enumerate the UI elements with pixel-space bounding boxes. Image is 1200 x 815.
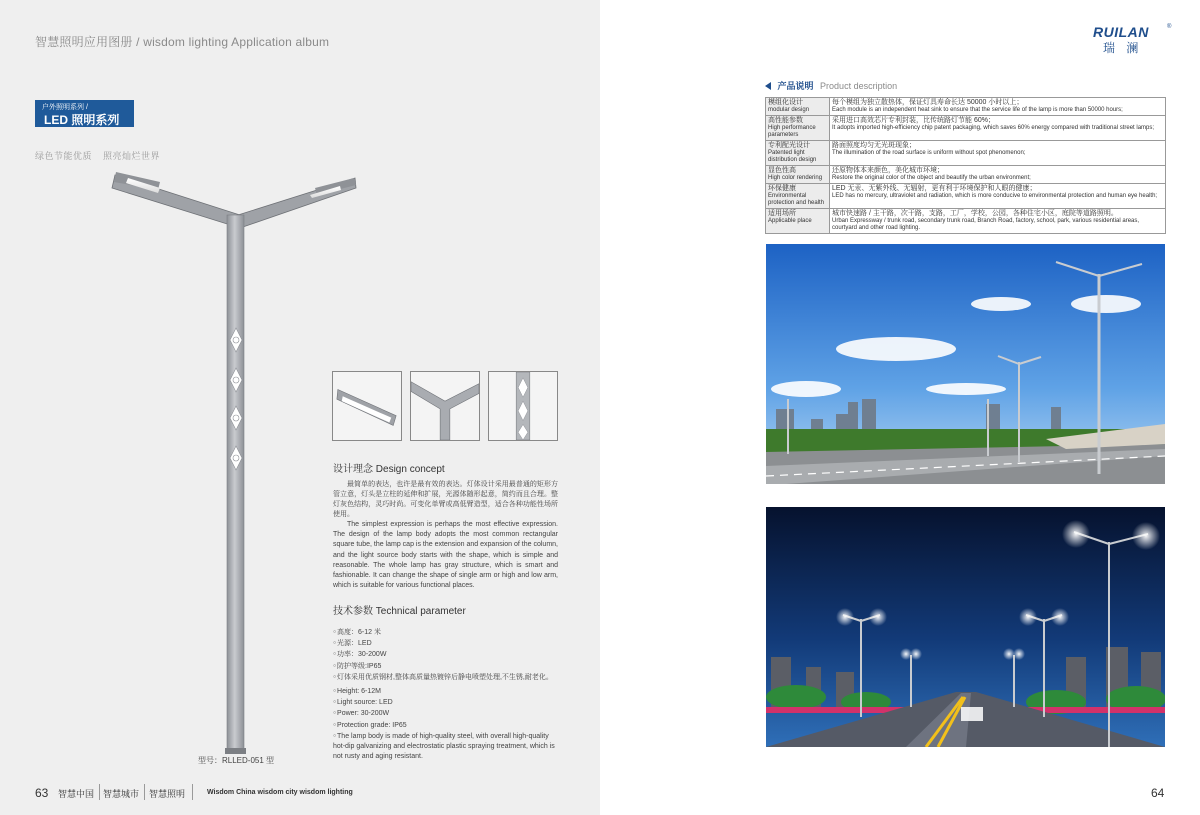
- design-concept-heading-cn: 设计理念: [333, 464, 373, 475]
- brand-logo-en: RUILAN: [1093, 24, 1149, 40]
- product-description-heading: [765, 79, 897, 92]
- footer-divider: [192, 784, 193, 800]
- thumbnail-arm-joint: [410, 371, 480, 441]
- product-description-heading-en: Product description: [820, 81, 898, 91]
- heading-flag-icon: [765, 82, 771, 90]
- left-footer: [0, 780, 600, 804]
- slogan-part: 绿色节能优质: [35, 151, 93, 161]
- description-en: It adopts imported high-efficiency chip patent packaging, which saves 60% energy compared with traditional street lamps;: [832, 125, 1155, 131]
- series-tag-title: LED 照明系列: [44, 113, 120, 127]
- feature-en: modular design: [768, 107, 810, 113]
- description-cn: LED 无汞、无紫外线、无辐射，更有利于环境保护和人眼的健康；: [832, 185, 1037, 192]
- description-cn: 还原物体本来颜色，美化城市环境；: [832, 167, 944, 174]
- footer-slogan-en: Wisdom China wisdom city wisdom lighting: [207, 789, 353, 796]
- parameter-item-cn: ○ 功率：30-200W: [333, 649, 573, 660]
- parameter-item-cn: ○ 光源：LED: [333, 638, 573, 649]
- night-street-photo: [766, 507, 1165, 747]
- footer-divider: [99, 784, 100, 800]
- page-number-left: 63: [35, 786, 49, 800]
- design-concept-text-en: The simplest expression is perhaps the most effective expression. The design of the lamp body adopts the most common rectangular square tube, the lamp cap is the extension and expansion of the column, and the light source body starts with the shape, which is simple and reasonable. The whole lamp has gray structure, which is smart and fashionable. It can change the shape of single arm or high and low arm, which is suitable for various functional places.: [333, 521, 558, 590]
- parameter-item-en: ○ Light source: LED: [333, 697, 573, 708]
- footer-tag: 智慧照明: [149, 789, 186, 799]
- feature-en: Environmental protection and health: [768, 193, 825, 206]
- technical-parameter-heading-cn: 技术参数: [333, 606, 373, 617]
- parameter-item-en: ○ Power: 30-200W: [333, 708, 573, 719]
- table-row: [766, 184, 1166, 209]
- description-cn: 城市快速路 / 主干路，次干路，支路，工厂，学校，公园，各种住宅小区，庭院等道路照明。: [832, 210, 1118, 217]
- brand-logo-cn: 瑞 澜: [1103, 41, 1143, 55]
- design-concept-heading: [333, 460, 445, 475]
- description-en: The illumination of the road surface is uniform without spot phenomenon;: [832, 150, 1026, 156]
- table-row: [766, 141, 1166, 166]
- thumbnail-pole-ornament: [488, 371, 558, 441]
- street-lamp-illustration: [100, 160, 370, 760]
- feature-cn: 高性能参数: [768, 117, 803, 124]
- feature-cn: 适用场所: [768, 210, 796, 217]
- feature-en: High performance parameters: [768, 125, 816, 138]
- feature-en: Patented light distribution design: [768, 150, 817, 163]
- description-en: Each module is an independent heat sink to ensure that the service life of the lamp is more than 50000 hours;: [832, 107, 1123, 113]
- description-en: Restore the original color of the object and beautify the urban environment;: [832, 175, 1031, 181]
- technical-parameter-list: [333, 627, 573, 762]
- right-page: [600, 0, 1200, 815]
- page-number-right: 64: [1151, 786, 1165, 800]
- feature-cn: 模组化设计: [768, 99, 803, 106]
- slogan-part: 照亮灿烂世界: [103, 151, 161, 161]
- feature-en: High color rendering: [768, 175, 823, 181]
- description-en: LED has no mercury, ultraviolet and radiation, which is more conducive to environmental protection and human eye health;: [832, 193, 1158, 199]
- footer-divider: [144, 784, 145, 800]
- description-cn: 每个模组为独立散热体，保证灯具寿命长达 50000 小时以上；: [832, 99, 1024, 106]
- lamp-column: [227, 215, 244, 750]
- description-cn: 路面照度均匀无光斑现象；: [832, 142, 916, 149]
- thumbnail-lamp-head: [332, 371, 402, 441]
- product-description-table: [765, 97, 1166, 234]
- series-tag: [35, 100, 134, 127]
- brand-logo: [1093, 24, 1173, 56]
- technical-parameter-heading-en: Technical parameter: [375, 606, 466, 617]
- table-row: [766, 116, 1166, 141]
- table-row: [766, 166, 1166, 184]
- model-label: 型号：RLLED-051 型: [198, 756, 275, 765]
- feature-cn: 专利配光设计: [768, 142, 810, 149]
- registered-mark: ®: [1167, 24, 1172, 30]
- footer-tag: 智慧城市: [103, 789, 140, 799]
- series-tag-subtitle: 户外照明系列 /: [42, 104, 88, 111]
- feature-cn: 环保健康: [768, 185, 796, 192]
- parameter-item-cn: ○ 防护等级:IP65: [333, 661, 573, 672]
- parameter-item-en: ○ Height: 6-12M: [333, 686, 573, 697]
- technical-parameter-heading: [333, 602, 466, 617]
- parameter-item-en: ○ The lamp body is made of high-quality steel, with overall high-quality hot-dip galvanizing and electrostatic plastic spraying treatment, which is not rusty and aging resistant.: [333, 731, 558, 763]
- design-concept-heading-en: Design concept: [375, 464, 445, 475]
- feature-cn: 显色性高: [768, 167, 796, 174]
- album-title: 智慧照明应用图册 / wisdom lighting Application album: [35, 35, 330, 49]
- daytime-street-photo: [766, 244, 1165, 484]
- lamp-base: [225, 748, 246, 754]
- parameter-item-cn: ○ 高度：6-12 米: [333, 627, 573, 638]
- description-en: Urban Expressway / trunk road, secondary trunk road, Branch Road, factory, school, park, various residential areas, courtyard and other road lighting.: [832, 218, 1140, 231]
- product-description-heading-cn: 产品说明: [777, 81, 814, 91]
- table-row: [766, 98, 1166, 116]
- feature-en: Applicable place: [768, 218, 812, 224]
- table-row: [766, 209, 1166, 234]
- parameter-item-cn: ○ 灯体采用优质钢材,整体高质量热镀锌后静电喷塑处理,不生锈,耐老化。: [333, 672, 573, 683]
- parameter-item-en: ○ Protection grade: IP65: [333, 720, 573, 731]
- footer-tag: 智慧中国: [58, 789, 95, 799]
- design-concept-text-cn: 最简单的表达，也许是最有效的表达。灯体设计采用最普通的矩形方管立意，灯头是立柱的延伸和扩展，光源体随形起意，简约而且合理。整灯灰色结构，灵巧时尚。可变化单臂或高低臂造型，适合各种功能性场所使用。: [333, 481, 558, 518]
- description-cn: 采用进口高效芯片专利封装，比传统路灯节能 60%；: [832, 117, 995, 124]
